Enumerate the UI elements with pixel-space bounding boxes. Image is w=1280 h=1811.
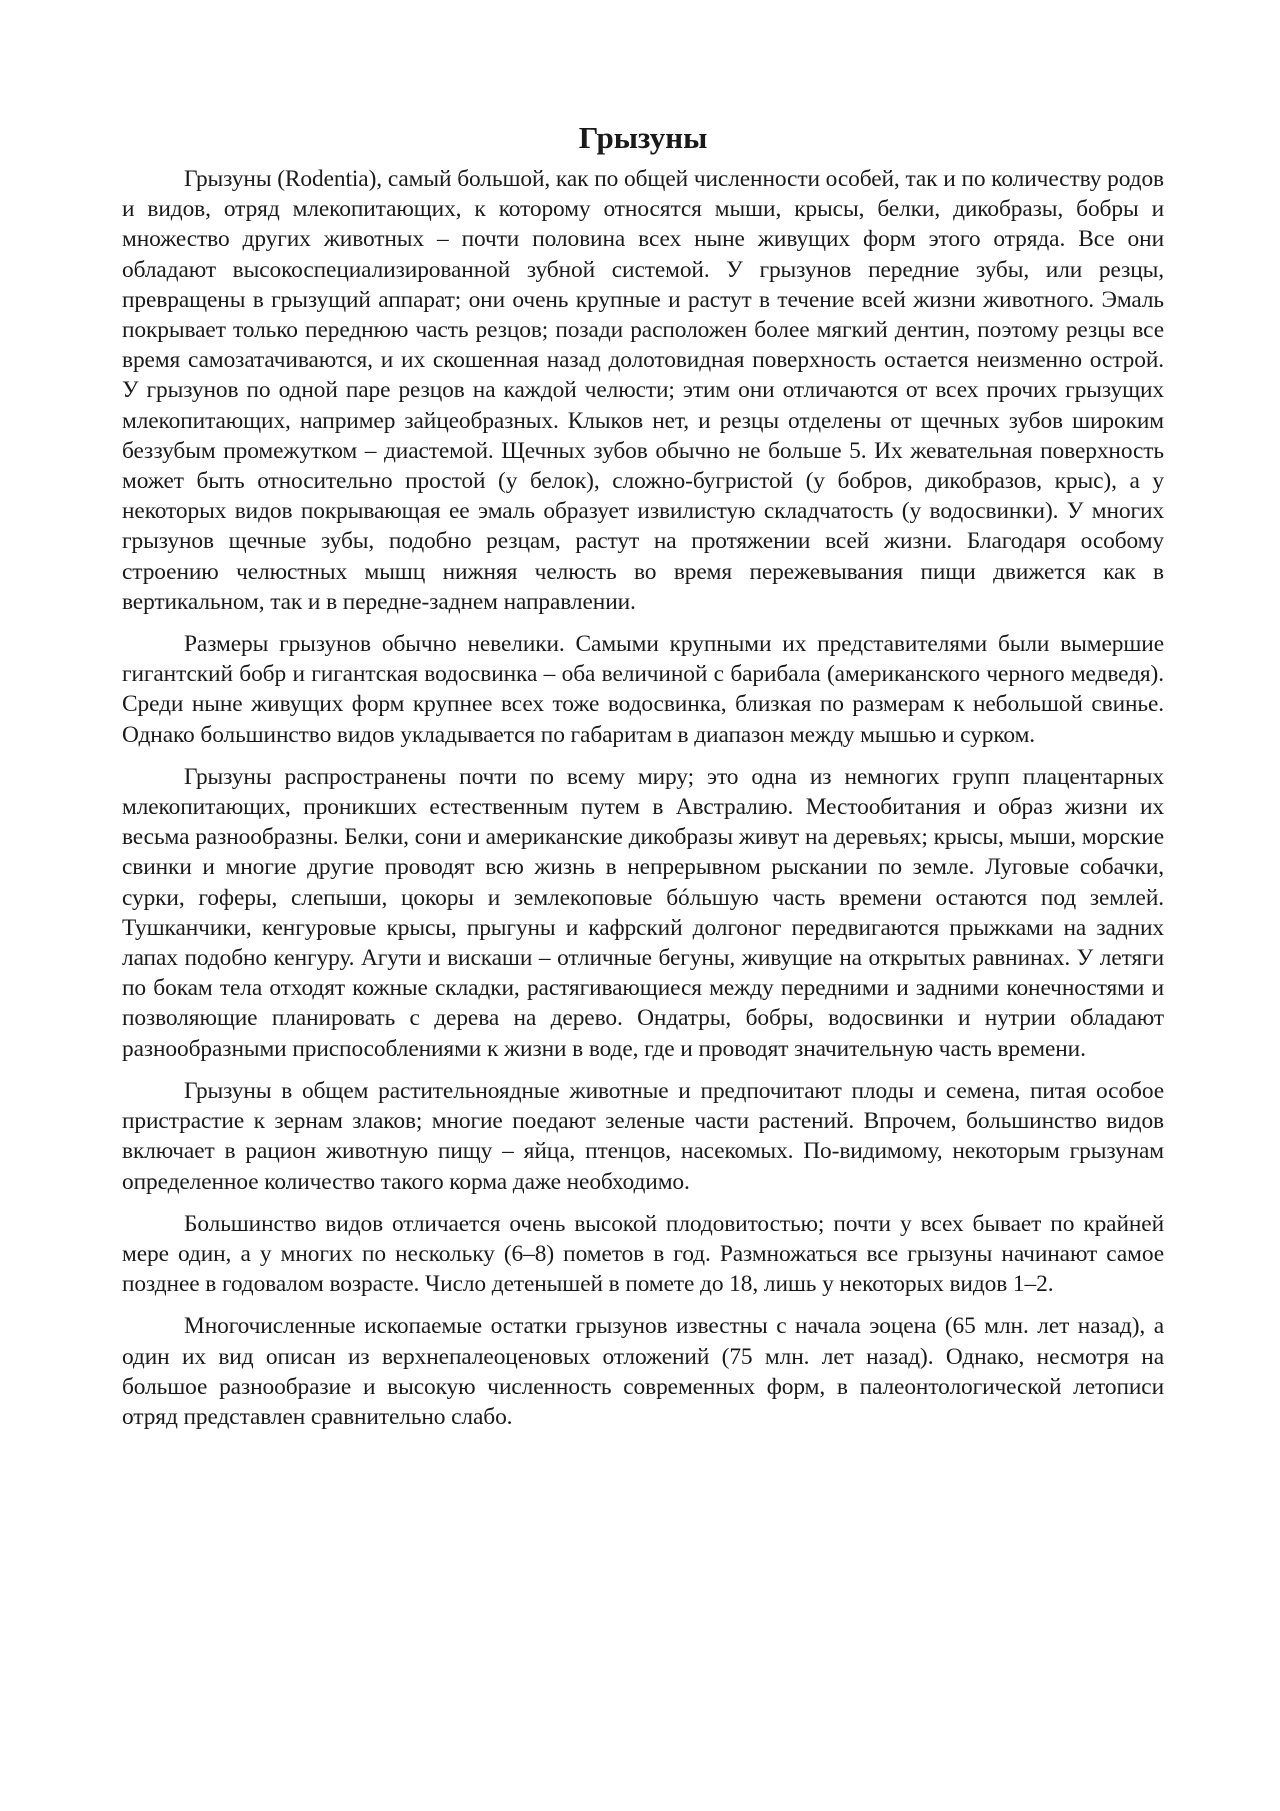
paragraph-2: Размеры грызунов обычно невелики. Самыми крупными их представителями были вымершие гигантский бобр и гигантская водосвинка – оба величиной с барибала (американского черного медведя). Среди ныне живущих форм крупнее всех тоже водосвинка, близкая по размерам к небольшой свинье. Однако большинство видов укладывается по габаритам в диапазон между мышью и сурком. (122, 631, 1164, 748)
paragraph-4: Грызуны в общем растительноядные животные и предпочитают плоды и семена, питая особое пристрастие к зернам злаков; многие поедают зеленые части растений. Впрочем, большинство видов включает в рацион животную пищу – яйца, птенцов, насекомых. По-видимому, некоторым грызунам определенное количество такого корма даже необходимо. (122, 1077, 1164, 1195)
paragraph-3: Грызуны распространены почти по всему миру; это одна из немногих групп плацентарных млекопитающих, проникших естественным путем в Австралию. Местообитания и образ жизни их весьма разнообразны. Белки, сони и американские дикобразы живут на деревьях; крысы, мыши, морские свинки и многие другие проводят всю жизнь в непрерывном рыскании по земле. Луговые собачки, сурки, гоферы, слепыши, цокоры и землекоповые бóльшую часть времени остаются под землей. Тушканчики, кенгуровые крысы, прыгуны и кафрский долгоног передвигаются прыжками на задних лапах подобно кенгуру. Агути и вискаши – отличные бегуны, живущие на открытых равнинах. У летяги по бокам тела отходят кожные складки, растягивающиеся между передними и задними конечностями и позволяющие планировать с дерева на дерево. Ондатры, бобры, водосвинки и нутрии обладают разнообразными приспособлениями к жизни в воде, где и проводят значительную часть времени. (122, 763, 1164, 1062)
paragraph-5: Большинство видов отличается очень высокой плодовитостью; почти у всех бывает по крайней мере один, а у многих по нескольку (6–8) пометов в год. Размножаться все грызуны начинают самое позднее в годовалом возрасте. Число детенышей в помете до 18, лишь у некоторых видов 1–2. (122, 1210, 1164, 1298)
paragraph-6: Многочисленные ископаемые остатки грызунов известны с начала эоцена (65 млн. лет назад), а один их вид описан из верхнепалеоценовых отложений (75 млн. лет назад). Однако, несмотря на большое разнообразие и высокую численность современных форм, в палеонтологической летописи отряд представлен сравнительно слабо. (122, 1313, 1164, 1430)
document-page (122, 118, 1164, 1444)
paragraph-1: Грызуны (Rodentia), самый большой, как по общей численности особей, так и по количеству родов и видов, отряд млекопитающих, к которому относятся мыши, крысы, белки, дикобразы, бобры и множество других животных – почти половина всех ныне живущих форм этого отряда. Все они обладают высокоспециализированной зубной системой. У грызунов передние зубы, или резцы, превращены в грызущий аппарат; они очень крупные и растут в течение всей жизни животного. Эмаль покрывает только переднюю часть резцов; позади расположен более мягкий дентин, поэтому резцы все время самозатачиваются, и их скошенная назад долотовидная поверхность остается неизменно острой. У грызунов по одной паре резцов на каждой челюсти; этим они отличаются от всех прочих грызущих млекопитающих, например зайцеобразных. Клыков нет, и резцы отделены от щечных зубов широким беззубым промежутком – диастемой. Щечных зубов обычно не больше 5. Их жевательная поверхность может быть относительно простой (у белок), сложно-бугристой (у бобров, дикобразов, крыс), а у некоторых видов покрывающая ее эмаль образует извилистую складчатость (у водосвинки). У многих грызунов щечные зубы, подобно резцам, растут на протяжении всей жизни. Благодаря особому строению челюстных мышц нижняя челюсть во время пережевывания пищи движется как в вертикальном, так и в передне-заднем направлении. (122, 166, 1164, 615)
document-title: Грызуны (578, 120, 708, 155)
